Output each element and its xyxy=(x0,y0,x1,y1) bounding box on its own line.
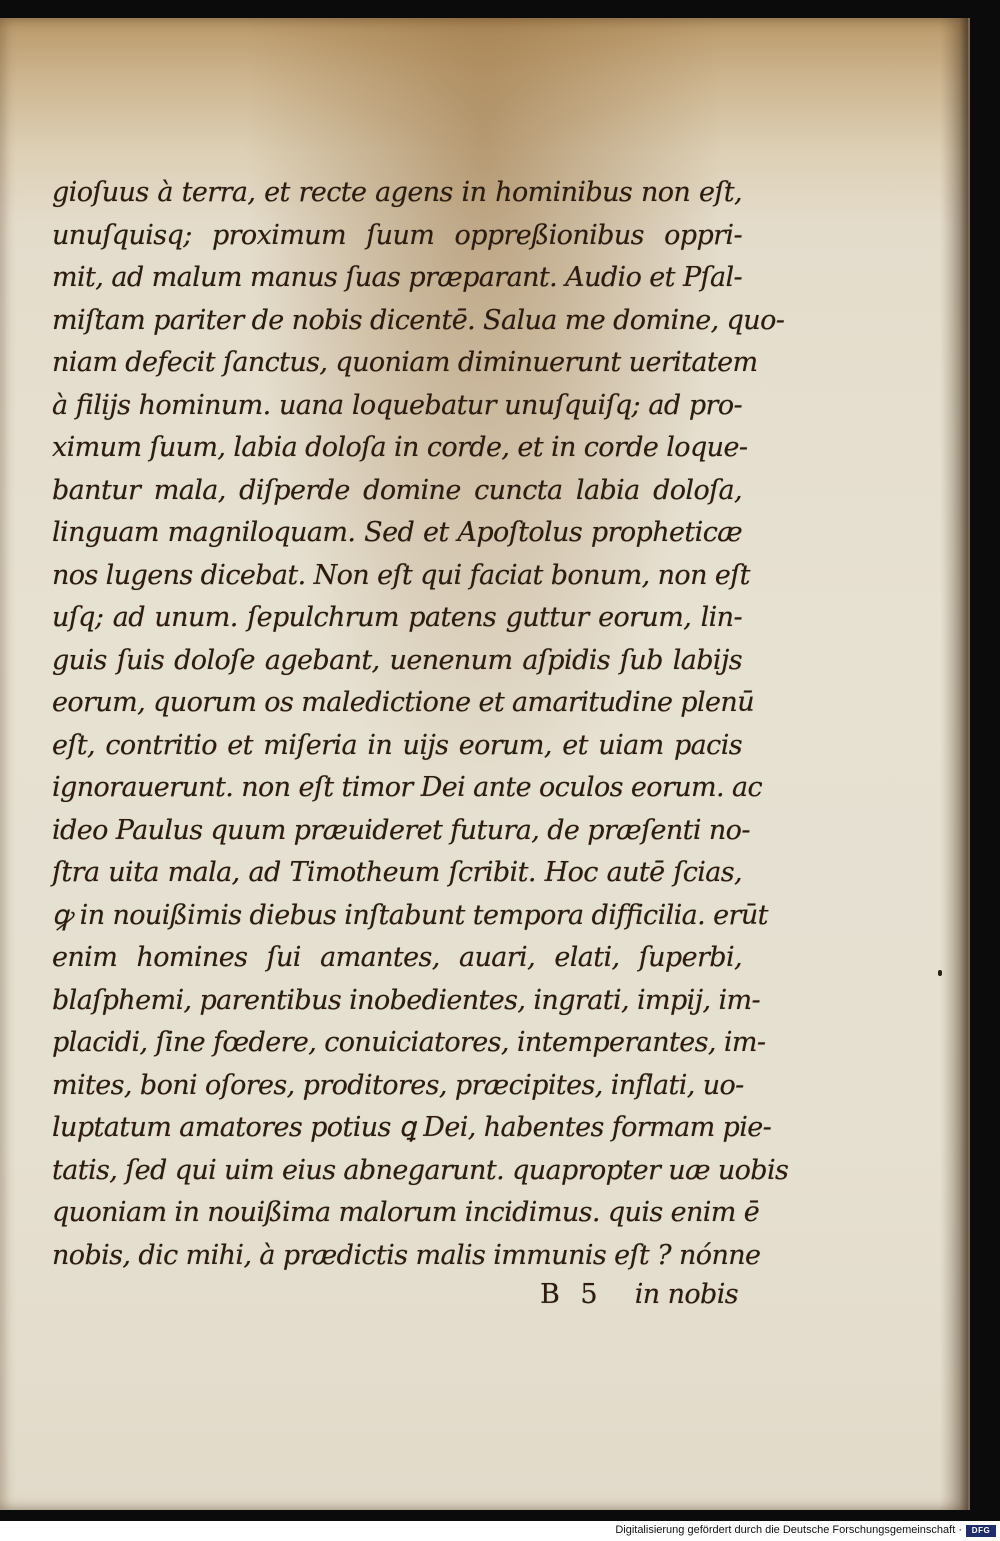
text-line: ignorauerunt. non eſt timor Dei ante oculos eorum. ac xyxy=(52,772,763,803)
text-line: guis ſuis doloſe agebant, uenenum aſpidis ſub labijs xyxy=(52,644,742,676)
text-line: mites, boni oſores, proditores, præcipites, inflati, uo- xyxy=(52,1069,744,1101)
page-foot xyxy=(52,1274,742,1316)
text-line: mit, ad malum manus ſuas præparant. Audio et Pſal- xyxy=(52,262,742,293)
text-line: bantur mala, diſperde domine cuncta labia doloſa, xyxy=(52,474,742,506)
text-line: à filijs hominum. uana loquebatur unuſquiſq; ad pro- xyxy=(52,389,742,421)
catchword: in nobis xyxy=(634,1279,738,1310)
text-line: luptatum amatores potius ꝗ Dei, habentes formam pie- xyxy=(52,1112,772,1143)
text-line: nobis, dic mihi, à prædictis malis immunis eſt ? nónne xyxy=(52,1239,761,1271)
text-line: blaſphemi, parentibus inobedientes, ingrati, impij, im- xyxy=(52,984,761,1016)
text-line: unuſquisq; proximum ſuum oppreßionibus oppri- xyxy=(52,219,742,251)
page-edge-shadow xyxy=(940,18,968,1510)
book-page xyxy=(0,18,970,1510)
text-line: eſt, contritio et miſeria in uijs eorum, et uiam pacis xyxy=(52,729,742,761)
digitization-footer xyxy=(0,1521,1000,1541)
text-line: uſq; ad unum. ſepulchrum patens guttur eorum, lin- xyxy=(52,602,742,633)
text-line: linguam magniloquam. Sed et Apoſtolus propheticæ xyxy=(52,517,742,548)
ink-speck xyxy=(938,970,942,976)
text-line: ꝙ in nouißimis diebus inſtabunt tempora difficilia. erūt xyxy=(52,899,768,931)
text-line: miſtam pariter de nobis dicentē. Salua me domine, quo- xyxy=(52,304,785,336)
text-line: nos lugens dicebat. Non eſt qui faciat bonum, non eſt xyxy=(52,559,750,591)
text-line: niam defecit ſanctus, quoniam diminuerunt ueritatem xyxy=(52,347,758,378)
text-line: enim homines ſui amantes, auari, elati, ſuperbi, xyxy=(52,942,742,973)
funding-credit: Digitalisierung gefördert durch die Deutsche Forschungsgemeinschaft · xyxy=(615,1524,962,1536)
text-line: gioſuus à terra, et recte agens in hominibus non eſt, xyxy=(52,177,742,208)
text-line: ximum ſuum, labia doloſa in corde, et in corde loque- xyxy=(52,432,748,463)
signature-mark: B 5 xyxy=(540,1279,604,1310)
text-line: quoniam in nouißima malorum incidimus. quis enim ē xyxy=(52,1197,760,1228)
text-line: tatis, ſed qui uim eius abnegarunt. quapropter uæ uobis xyxy=(52,1154,789,1186)
body-text xyxy=(52,172,789,1277)
text-line: eorum, quorum os maledictione et amaritudine plenū xyxy=(52,687,754,718)
dfg-logo: DFG xyxy=(966,1525,996,1537)
text-line: ideo Paulus quum præuideret futura, de præſenti no- xyxy=(52,814,750,846)
text-line: ſtra uita mala, ad Timotheum ſcribit. Hoc autē ſcias, xyxy=(52,857,742,888)
text-line: placidi, ſine fœdere, conuiciatores, intemperantes, im- xyxy=(52,1027,766,1058)
